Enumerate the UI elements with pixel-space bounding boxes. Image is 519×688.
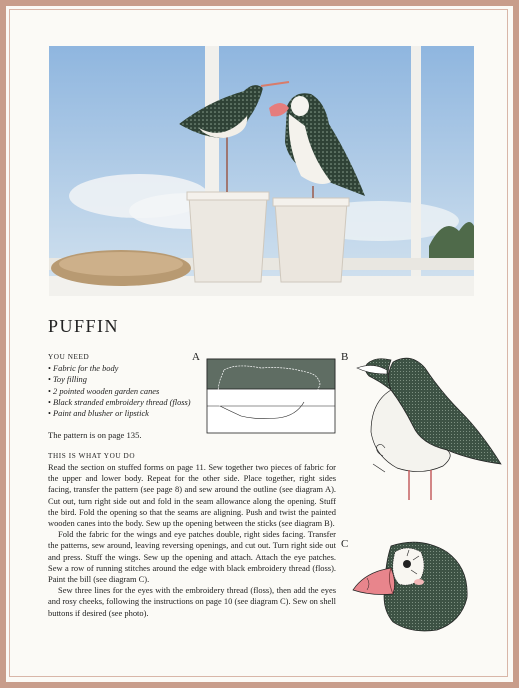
- you-need-heading: YOU NEED: [48, 353, 90, 361]
- material-item: • Black stranded embroidery thread (floss): [48, 397, 191, 408]
- material-item: • Toy filling: [48, 374, 191, 385]
- instruction-paragraph: Read the section on stuffed forms on page 11. Sew together two pieces of fabric for the upper and lower body. Repeat for the other side. Place together, right sides facing, transfer the pattern (see page 8) and sew around the outline (see diagram A). Cut out, turn right side out and fold in the seam allowance along the opening. Stuff the bird. Fold the opening so that the seams are aligning. Push and twist the painted wooden canes into the body. Sew up the opening between the sticks (see diagram B).: [48, 462, 336, 529]
- page-title: PUFFIN: [48, 316, 120, 336]
- material-item: • Fabric for the body: [48, 363, 191, 374]
- instruction-paragraph: Fold the fabric for the wings and eye patches double, right sides facing. Transfer the patterns, sew around, leaving reversing openings, and cut out. Turn right side out and press. Stuff the wings. Sew up the opening and attach. Attach the eye patches. Sew a row of running stitches around the edge with black embroidery thread (floss). Paint the bill (see diagram C).: [48, 529, 336, 585]
- material-item: • Paint and blusher or lipstick: [48, 408, 191, 419]
- instruction-paragraph: Sew three lines for the eyes with the embroidery thread (floss), then add the eyes and rosy cheeks, following the instructions on page 10 (see diagram C). Sew on shell buttons if desired (see photo).: [48, 585, 336, 618]
- puffin-photo: [49, 46, 474, 296]
- diagram-a: [206, 358, 336, 434]
- diagram-c-label: C: [341, 538, 349, 550]
- diagram-b-label: B: [341, 351, 349, 363]
- diagram-b: [351, 352, 503, 502]
- pattern-note: The pattern is on page 135.: [48, 430, 142, 440]
- materials-list: [48, 363, 191, 419]
- instructions-heading: THIS IS WHAT YOU DO: [48, 452, 136, 460]
- diagram-c: [351, 538, 471, 633]
- instructions-body: [48, 462, 336, 619]
- book-page: [6, 6, 513, 682]
- diagram-a-label: A: [192, 351, 200, 363]
- material-item: • 2 pointed wooden garden canes: [48, 386, 191, 397]
